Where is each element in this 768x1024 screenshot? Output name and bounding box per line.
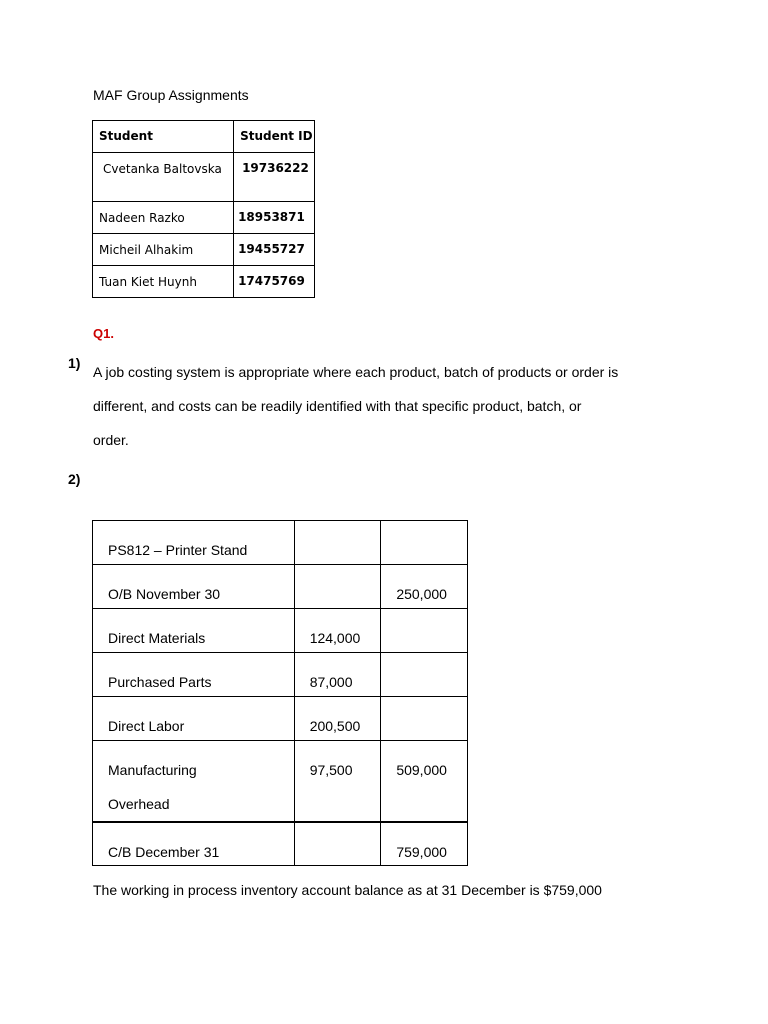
header-student-id: Student ID xyxy=(240,129,313,143)
row-label: Direct Materials xyxy=(108,630,206,646)
answer-line: different, and costs can be readily identified with that specific product, batch, or xyxy=(93,398,582,414)
row-total: 250,000 xyxy=(396,586,447,602)
row-total: 759,000 xyxy=(396,844,447,860)
header-student: Student xyxy=(99,129,153,143)
row-amount xyxy=(295,565,381,586)
row-label: O/B November 30 xyxy=(108,586,221,602)
part-2-number: 2) xyxy=(68,471,81,487)
question-label: Q1. xyxy=(93,326,114,341)
answer-line: order. xyxy=(93,432,129,448)
row-total: 509,000 xyxy=(396,762,447,778)
table-row xyxy=(93,565,468,609)
row-amount xyxy=(295,521,381,542)
table-row xyxy=(93,697,468,741)
part-1-number: 1) xyxy=(68,355,81,371)
row-label: Manufacturing Overhead xyxy=(108,762,197,812)
printer-stand-table xyxy=(92,520,468,866)
part-1-answer xyxy=(93,355,693,457)
document-title: MAF Group Assignments xyxy=(93,87,249,103)
student-id: 17475769 xyxy=(238,274,305,288)
student-name: Nadeen Razko xyxy=(99,211,185,225)
row-total xyxy=(381,521,467,542)
student-name: Tuan Kiet Huynh xyxy=(99,275,197,289)
table-row xyxy=(93,653,468,697)
student-id: 19455727 xyxy=(238,242,305,256)
table-header-row xyxy=(93,121,315,153)
conclusion-text: The working in process inventory account balance as at 31 December is $759,000 xyxy=(93,882,602,898)
table-row xyxy=(93,153,315,202)
row-label: Direct Labor xyxy=(108,718,185,734)
row-total xyxy=(381,653,467,674)
table-row xyxy=(93,741,468,823)
table-row xyxy=(93,822,468,866)
row-amount: 200,500 xyxy=(309,718,361,734)
answer-line: A job costing system is appropriate where each product, batch of products or order is xyxy=(93,364,619,380)
student-id: 18953871 xyxy=(238,210,305,224)
table-row xyxy=(93,521,468,565)
student-name: Cvetanka Baltovska xyxy=(103,162,222,176)
row-label: PS812 – Printer Stand xyxy=(108,542,248,558)
row-amount xyxy=(295,823,381,844)
row-amount: 87,000 xyxy=(309,674,353,690)
row-amount: 97,500 xyxy=(309,762,353,778)
student-id: 19736222 xyxy=(242,161,309,175)
row-amount: 124,000 xyxy=(309,630,361,646)
table-row xyxy=(93,266,315,298)
student-name: Micheil Alhakim xyxy=(99,243,194,257)
students-table xyxy=(92,120,315,298)
row-total xyxy=(381,609,467,630)
table-row xyxy=(93,609,468,653)
row-total xyxy=(381,697,467,718)
table-row xyxy=(93,202,315,234)
table-row xyxy=(93,234,315,266)
row-label: Purchased Parts xyxy=(108,674,212,690)
row-label: C/B December 31 xyxy=(108,844,220,860)
